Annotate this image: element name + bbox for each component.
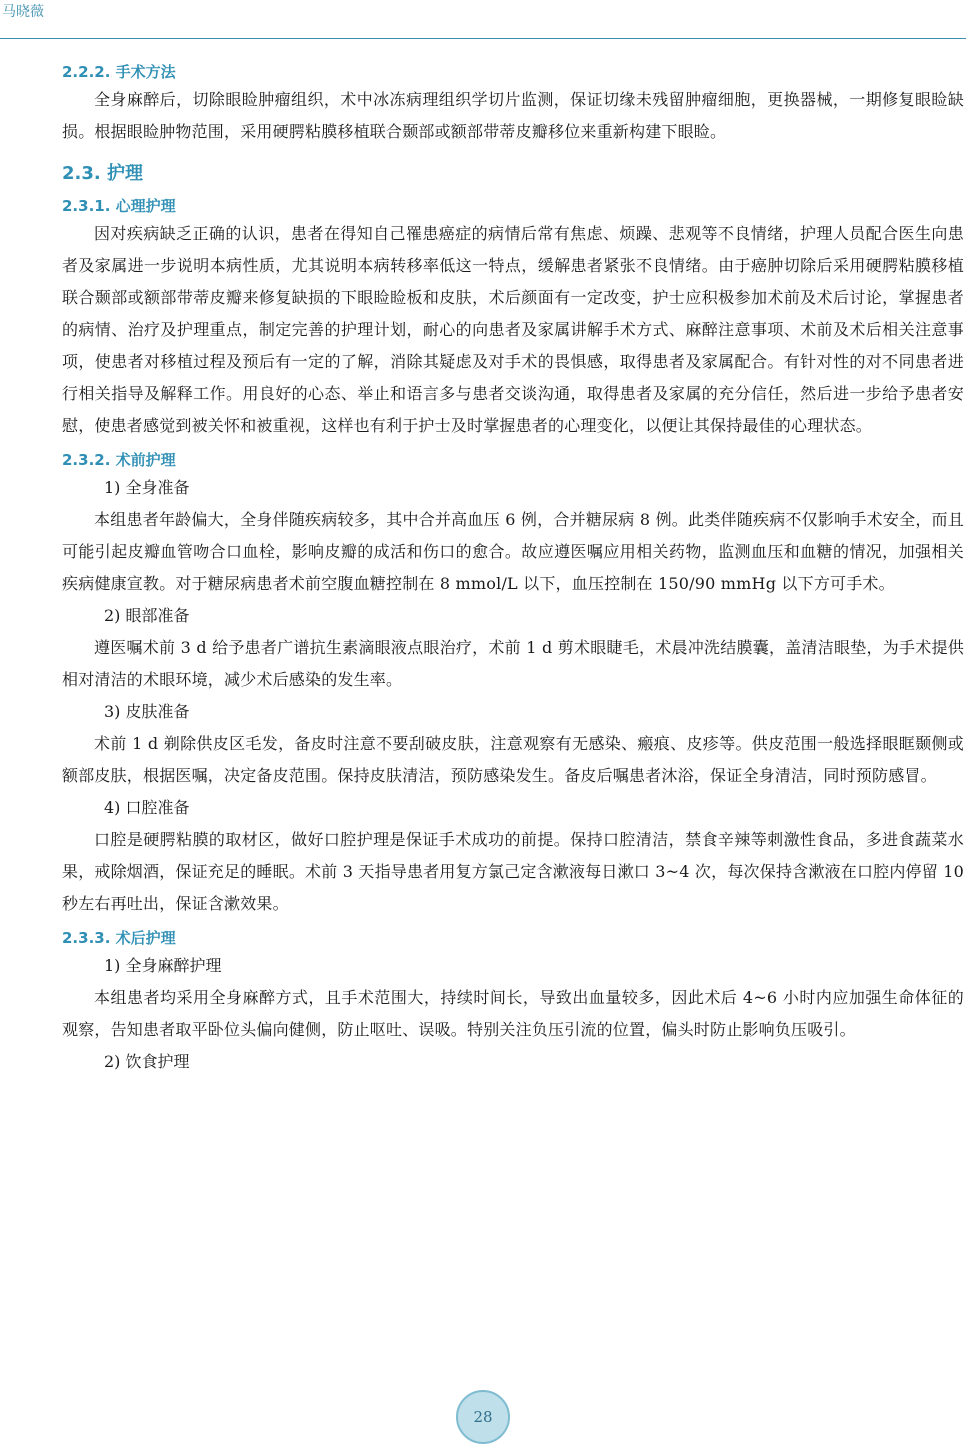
heading-2-3-1: 2.3.1. 心理护理 bbox=[62, 197, 176, 215]
list-label-oral-prep: 4) 口腔准备 bbox=[104, 798, 190, 817]
paragraph-eye-prep: 遵医嘱术前 3 d 给予患者广谱抗生素滴眼液点眼治疗，术前 1 d 剪术眼睫毛，术晨冲洗结膜囊，盖清洁眼垫，为手术提供相对清洁的术眼环境，减少术后感染的发生率。 bbox=[62, 638, 964, 689]
list-label-eye-prep: 2) 眼部准备 bbox=[104, 606, 190, 625]
page-number: 28 bbox=[473, 1408, 493, 1426]
header-rule bbox=[0, 38, 966, 39]
heading-2-3-2: 2.3.2. 术前护理 bbox=[62, 451, 176, 469]
list-label-diet-care: 2) 饮食护理 bbox=[104, 1052, 190, 1071]
paragraph-skin-prep: 术前 1 d 剃除供皮区毛发，备皮时注意不要刮破皮肤，注意观察有无感染、瘢痕、皮疹等。供皮范围一般选择眼眶颞侧或额部皮肤，根据医嘱，决定备皮范围。保持皮肤清洁，预防感染发生。备皮后嘱患者沐浴，保证全身清洁，同时预防感冒。 bbox=[62, 734, 964, 785]
paragraph-psychological-care: 因对疾病缺乏正确的认识，患者在得知自己罹患癌症的病情后常有焦虑、烦躁、悲观等不良情绪，护理人员配合医生向患者及家属进一步说明本病性质，尤其说明本病转移率低这一特点，缓解患者紧张不良情绪。由于癌肿切除后采用硬腭粘膜移植联合颞部或额部带蒂皮瓣来修复缺损的下眼睑睑板和皮肤，术后颜面有一定改变，护士应积极参加术前及术后讨论，掌握患者的病情、治疗及护理重点，制定完善的护理计划，耐心的向患者及家属讲解手术方式、麻醉注意事项、术前及术后相关注意事项，使患者对移植过程及预后有一定的了解，消除其疑虑及对手术的畏惧感，取得患者及家属配合。有针对性的对不同患者进行相关指导及解释工作。用良好的心态、举止和语言多与患者交谈沟通，取得患者及家属的充分信任，然后进一步给予患者安慰，使患者感觉到被关怀和被重视，这样也有利于护士及时掌握患者的心理变化，以便让其保持最佳的心理状态。 bbox=[62, 224, 964, 435]
heading-2-2-2: 2.2.2. 手术方法 bbox=[62, 63, 176, 81]
paragraph-oral-prep: 口腔是硬腭粘膜的取材区，做好口腔护理是保证手术成功的前提。保持口腔清洁，禁食辛辣等刺激性食品，多进食蔬菜水果，戒除烟酒，保证充足的睡眠。术前 3 天指导患者用复方氯己定含漱液每日漱口 3~4 次，每次保持含漱液在口腔内停留 10 秒左右再吐出，保证含漱效果。 bbox=[62, 830, 964, 913]
heading-2-3: 2.3. 护理 bbox=[62, 163, 143, 184]
list-label-anesthesia-care: 1) 全身麻醉护理 bbox=[104, 956, 222, 975]
page-number-badge bbox=[456, 1390, 510, 1444]
paragraph-surgical-method: 全身麻醉后，切除眼睑肿瘤组织，术中冰冻病理组织学切片监测，保证切缘未残留肿瘤细胞，更换器械，一期修复眼睑缺损。根据眼睑肿物范围，采用硬腭粘膜移植联合颞部或额部带蒂皮瓣移位来重新构建下眼睑。 bbox=[62, 90, 964, 141]
running-header-author: 马晓薇 bbox=[2, 4, 44, 20]
list-label-general-prep: 1) 全身准备 bbox=[104, 478, 190, 497]
paragraph-general-prep: 本组患者年龄偏大，全身伴随疾病较多，其中合并高血压 6 例，合并糖尿病 8 例。此类伴随疾病不仅影响手术安全，而且可能引起皮瓣血管吻合口血栓，影响皮瓣的成活和伤口的愈合。故应遵医嘱应用相关药物，监测血压和血糖的情况，加强相关疾病健康宣教。对于糖尿病患者术前空腹血糖控制在 8 mmol/L 以下，血压控制在 150/90 mmHg 以下方可手术。 bbox=[62, 510, 964, 593]
paragraph-anesthesia-care: 本组患者均采用全身麻醉方式，且手术范围大，持续时间长，导致出血量较多，因此术后 4~6 小时内应加强生命体征的观察，告知患者取平卧位头偏向健侧，防止呕吐、误吸。特别关注负压引流的位置，偏头时防止影响负压吸引。 bbox=[62, 988, 964, 1039]
heading-2-3-3: 2.3.3. 术后护理 bbox=[62, 929, 176, 947]
article-body bbox=[62, 60, 964, 1078]
list-label-skin-prep: 3) 皮肤准备 bbox=[104, 702, 190, 721]
